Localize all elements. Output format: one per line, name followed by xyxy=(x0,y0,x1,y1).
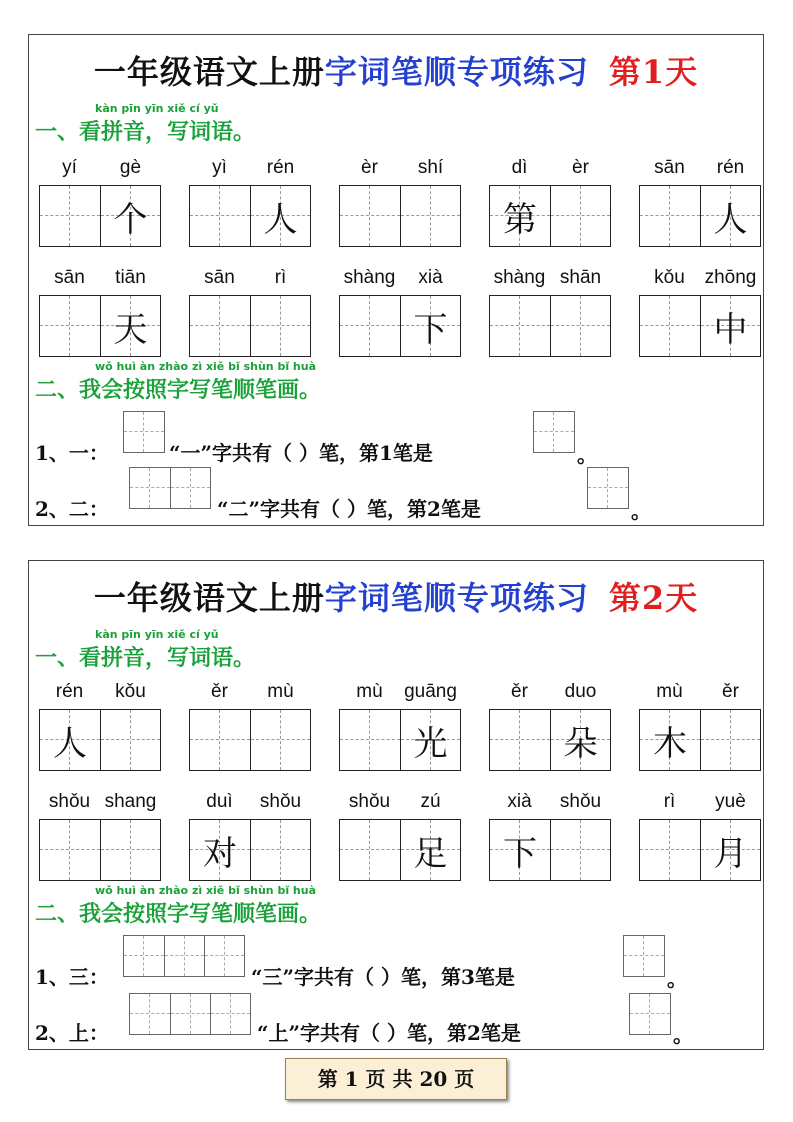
writing-cell[interactable]: 人 xyxy=(40,710,100,770)
page-indicator: 第 1 页 共 20 页 xyxy=(285,1058,507,1100)
worksheet-day-1: 一年级语文上册字词笔顺专项练习 第1天 kàn pīn yīn xiě cí yǔ 一、看拼音，写词语。 yí gè 个 yì rén 人 èr shí dì èr 第 sān rén 人 sān tiān 天 sān rì shàng xià 下 shàng shān kǒu zhōng 中 wǒ huì àn zhào zì xiě bǐ shùn bǐ huà 二、我会按照字写笔顺笔画。 1、一： “一”字共有（ ）笔，第1笔是 。 2、二： “二”字共有（ ）笔，第2笔是 。 xyxy=(28,34,764,526)
writing-cell[interactable]: 足 xyxy=(400,820,460,880)
writing-cell[interactable] xyxy=(100,710,160,770)
writing-cell[interactable]: 木 xyxy=(640,710,700,770)
answer-grid[interactable] xyxy=(623,935,665,977)
trace-grid[interactable] xyxy=(129,993,251,1035)
writing-cell[interactable] xyxy=(490,296,550,356)
stroke-question-1: 1、三： xyxy=(35,965,109,989)
worksheet-title: 一年级语文上册字词笔顺专项练习 第2天 xyxy=(93,579,699,617)
writing-cell[interactable]: 月 xyxy=(700,820,760,880)
answer-grid[interactable] xyxy=(587,467,629,509)
stroke-question-text: “上”字共有（ ）笔，第2笔是 xyxy=(257,1021,521,1045)
writing-cell[interactable]: 下 xyxy=(400,296,460,356)
stroke-question-2: 2、上： xyxy=(35,1021,109,1045)
writing-cell[interactable] xyxy=(250,820,310,880)
writing-cell[interactable] xyxy=(250,710,310,770)
answer-grid[interactable] xyxy=(629,993,671,1035)
writing-cell[interactable] xyxy=(700,710,760,770)
section1-pinyin: kàn pīn yīn xiě cí yǔ xyxy=(95,628,219,641)
section2-heading: 二、我会按照字写笔顺笔画。 xyxy=(35,901,322,927)
stroke-question-text: “二”字共有（ ）笔，第2笔是 xyxy=(217,497,481,521)
writing-cell[interactable] xyxy=(100,820,160,880)
section1-pinyin: kàn pīn yīn xiě cí yǔ xyxy=(95,102,219,115)
writing-cell[interactable] xyxy=(550,820,610,880)
writing-cell[interactable] xyxy=(190,296,250,356)
writing-cell[interactable] xyxy=(640,820,700,880)
writing-cell[interactable] xyxy=(340,186,400,246)
writing-cell[interactable] xyxy=(190,710,250,770)
writing-cell[interactable]: 个 xyxy=(100,186,160,246)
worksheet-title: 一年级语文上册字词笔顺专项练习 第1天 xyxy=(93,53,699,91)
writing-cell[interactable]: 人 xyxy=(250,186,310,246)
writing-cell[interactable] xyxy=(640,186,700,246)
stroke-question-2: 2、二： xyxy=(35,497,109,521)
writing-cell[interactable] xyxy=(340,710,400,770)
section2-pinyin: wǒ huì àn zhào zì xiě bǐ shùn bǐ huà xyxy=(95,884,316,897)
stroke-question-1: 1、一： xyxy=(35,441,109,465)
trace-grid[interactable] xyxy=(123,411,165,453)
answer-grid[interactable] xyxy=(533,411,575,453)
section1-heading: 一、看拼音，写词语。 xyxy=(35,119,256,145)
stroke-question-text: “一”字共有（ ）笔，第1笔是 xyxy=(169,441,433,465)
writing-cell[interactable] xyxy=(40,820,100,880)
writing-cell[interactable] xyxy=(640,296,700,356)
writing-cell[interactable] xyxy=(250,296,310,356)
writing-cell[interactable] xyxy=(400,186,460,246)
writing-cell[interactable]: 对 xyxy=(190,820,250,880)
writing-cell[interactable] xyxy=(550,186,610,246)
section2-heading: 二、我会按照字写笔顺笔画。 xyxy=(35,377,322,403)
writing-cell[interactable] xyxy=(40,186,100,246)
trace-grid[interactable] xyxy=(129,467,211,509)
writing-cell[interactable] xyxy=(340,296,400,356)
writing-cell[interactable]: 第 xyxy=(490,186,550,246)
stroke-question-text: “三”字共有（ ）笔，第3笔是 xyxy=(251,965,515,989)
section1-heading: 一、看拼音，写词语。 xyxy=(35,645,256,671)
writing-cell[interactable] xyxy=(340,820,400,880)
writing-cell[interactable] xyxy=(40,296,100,356)
writing-cell[interactable]: 人 xyxy=(700,186,760,246)
section2-pinyin: wǒ huì àn zhào zì xiě bǐ shùn bǐ huà xyxy=(95,360,316,373)
writing-cell[interactable]: 光 xyxy=(400,710,460,770)
writing-cell[interactable]: 下 xyxy=(490,820,550,880)
writing-cell[interactable]: 中 xyxy=(700,296,760,356)
trace-grid[interactable] xyxy=(123,935,245,977)
writing-cell[interactable]: 天 xyxy=(100,296,160,356)
writing-cell[interactable] xyxy=(550,296,610,356)
writing-cell[interactable] xyxy=(190,186,250,246)
worksheet-day-2: 一年级语文上册字词笔顺专项练习 第2天 kàn pīn yīn xiě cí yǔ 一、看拼音，写词语。 rén kǒu 人 ěr mù mù guāng 光 ěr duo 朵 mù ěr 木 shǒu shang duì shǒu 对 shǒu zú 足 xià shǒu 下 rì yuè 月 wǒ huì àn zhào zì xiě bǐ shùn bǐ huà 二、我会按照字写笔顺笔画。 1、三： “三”字共有（ ）笔，第3笔是 。 2、上： “上”字共有（ ）笔，第2笔是 。 xyxy=(28,560,764,1050)
writing-cell[interactable]: 朵 xyxy=(550,710,610,770)
writing-cell[interactable] xyxy=(490,710,550,770)
